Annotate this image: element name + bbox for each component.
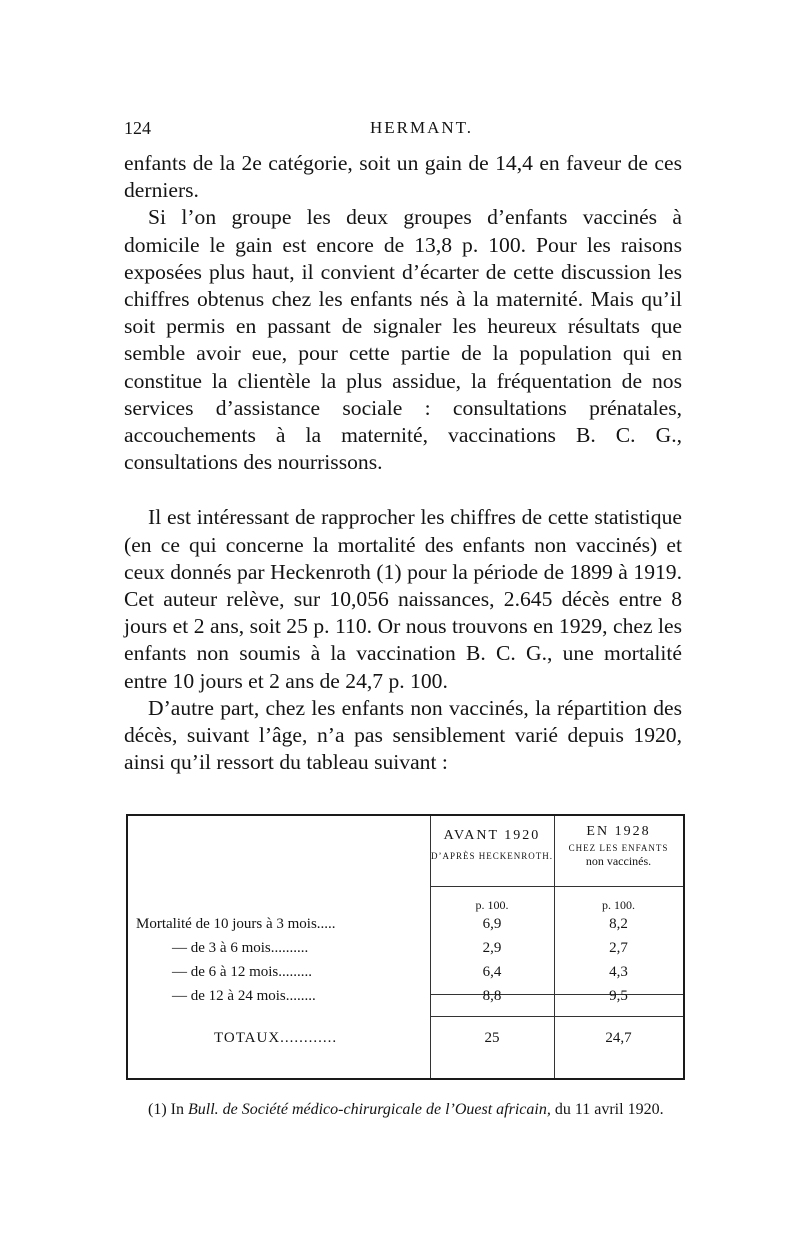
paragraph-heckenroth-comparison: Il est intéressant de rapprocher les chiffres de cette statistique (en ce qui concerne la mortalité des enfants non vaccinés) et ceux donnés par Heckenroth (1) pour la période de 1899 à 1919. Cet auteur relève, sur 10,056 naissances, 2.645 décès entre 8 jours et 2 ans, soit 25 p. 110. Or nous trouvons en 1929, chez les enfants non soumis à la vaccination B. C. G., une mortalité entre 10 jours et 2 ans de 24,7 p. 100. bbox=[124, 505, 682, 693]
paragraph-vaccination-gain: Si l’on groupe les deux groupes d’enfants vaccinés à domicile le gain est encore de 13,8 p. 100. Pour les raisons exposées plus haut, il convient d’écarter de cette discussion les chiffres obtenus chez les enfants nés à la maternité. Mais qu’il soit permis en passant de signaler les heureux résultats que semble avoir eue, pour cette partie de la population qui en constitue la clientèle la plus assidue, la fréquentation de nos services d’assistance sociale : consultations prénatales, accouchements à la maternité, vaccinations B. C. G., consultations des nourrissons. bbox=[124, 205, 682, 475]
row-label: — de 12 à 24 mois........ bbox=[172, 988, 316, 1004]
footnote bbox=[124, 1098, 682, 1122]
cell-value: 2,7 bbox=[609, 940, 628, 956]
footnote-prefix: In bbox=[170, 1101, 184, 1118]
footnote-title: Bull. de Société médico-chirurgicale de l’Ouest africain, bbox=[187, 1101, 551, 1118]
column-subtitle: CHEZ LES ENFANTS bbox=[568, 843, 669, 853]
cell-value: 9,5 bbox=[609, 988, 628, 1004]
running-head: HERMANT. bbox=[370, 118, 474, 137]
row-label: Mortalité de 10 jours à 3 mois..... bbox=[136, 916, 336, 932]
column-subtitle-2: non vaccinés. bbox=[585, 854, 652, 868]
unit-label: p. 100. bbox=[475, 898, 509, 912]
cell-value: 6,4 bbox=[482, 964, 502, 980]
row-label: — de 6 à 12 mois......... bbox=[172, 964, 312, 980]
unit-label: p. 100. bbox=[602, 898, 635, 912]
page-number: 124 bbox=[124, 118, 151, 138]
column-title: AVANT 1920 bbox=[443, 828, 541, 843]
paragraph-continuation: enfants de la 2e catégorie, soit un gain de 14,4 en faveur de ces derniers. bbox=[124, 151, 682, 203]
body-text bbox=[124, 150, 682, 776]
mortality-table bbox=[126, 814, 685, 1080]
cell-value: 2,9 bbox=[482, 940, 502, 956]
row-label: — de 3 à 6 mois.......... bbox=[172, 940, 309, 956]
column-header-before-1920 bbox=[430, 828, 554, 862]
paragraph-age-distribution: D’autre part, chez les enfants non vaccinés, la répartition des décès, suivant l’âge, n’a pas sensiblement varié depuis 1920, ainsi qu’il ressort du tableau suivant : bbox=[124, 695, 682, 775]
column-header-1928 bbox=[554, 824, 683, 868]
column-title: EN 1928 bbox=[586, 824, 651, 839]
page-header bbox=[124, 118, 684, 142]
column-subtitle: D’APRÈS HECKENROTH. bbox=[430, 851, 553, 861]
cell-value: 6,9 bbox=[482, 916, 502, 932]
cell-value: 8,2 bbox=[609, 916, 628, 932]
footnote-marker: (1) bbox=[148, 1101, 167, 1118]
cell-value: 8,8 bbox=[482, 988, 502, 1004]
total-value: 25 bbox=[484, 1030, 500, 1046]
footnote-suffix: du 11 avril 1920. bbox=[554, 1101, 664, 1118]
total-value: 24,7 bbox=[605, 1030, 632, 1046]
cell-value: 4,3 bbox=[609, 964, 628, 980]
totals-label: TOTAUX............ bbox=[214, 1030, 338, 1046]
